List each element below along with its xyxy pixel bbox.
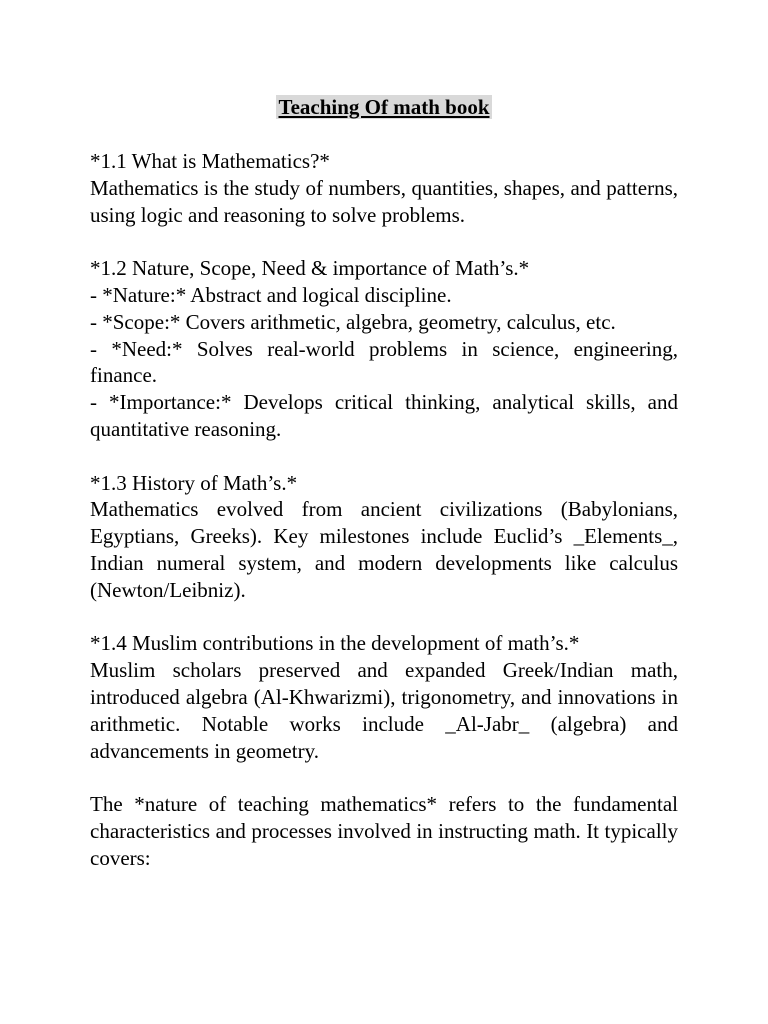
document-title-text: Teaching Of math book [278,95,490,119]
section-what-is-mathematics [90,148,678,228]
section-nature-of-teaching [90,791,678,871]
section-heading: *1.4 Muslim contributions in the development of math’s.* [90,631,580,656]
section-heading: *1.2 Nature, Scope, Need & importance of Math’s.* [90,256,530,281]
section-paragraph: Mathematics is the study of numbers, quantities, shapes, and patterns, using logic and reasoning to solve problems. [90,175,678,227]
section-heading: *1.1 What is Mathematics?* [90,149,330,173]
document-page [90,93,678,898]
section-heading: *1.3 History of Math’s.* [90,470,298,495]
section-paragraph: The *nature of teaching mathematics* refers to the fundamental characteristics and processes involved in instructing math. It typically covers: [90,792,678,870]
section-nature-scope [90,255,678,443]
section-muslim-contributions [90,630,678,764]
bullet-item: - *Scope:* Covers arithmetic, algebra, geometry, calculus, etc. [90,309,616,334]
section-history [90,470,678,604]
section-paragraph: Mathematics evolved from ancient civilizations (Babylonians, Egyptians, Greeks). Key milestones include Euclid’s _Elements_, Indian numeral system, and modern developments like calculus (Newton/Leibniz). [90,497,678,602]
bullet-item: - *Importance:* Develops critical thinking, analytical skills, and quantitative reasoning. [90,390,678,441]
document-title [90,93,678,121]
bullet-item: - *Nature:* Abstract and logical discipline. [90,282,452,307]
section-paragraph: Muslim scholars preserved and expanded Greek/Indian math, introduced algebra (Al-Khwarizmi), trigonometry, and innovations in arithmetic. Notable works include _Al-Jabr_ (algebra) and advancements in geometry. [90,658,678,763]
bullet-item: - *Need:* Solves real-world problems in science, engineering, finance. [90,336,678,388]
